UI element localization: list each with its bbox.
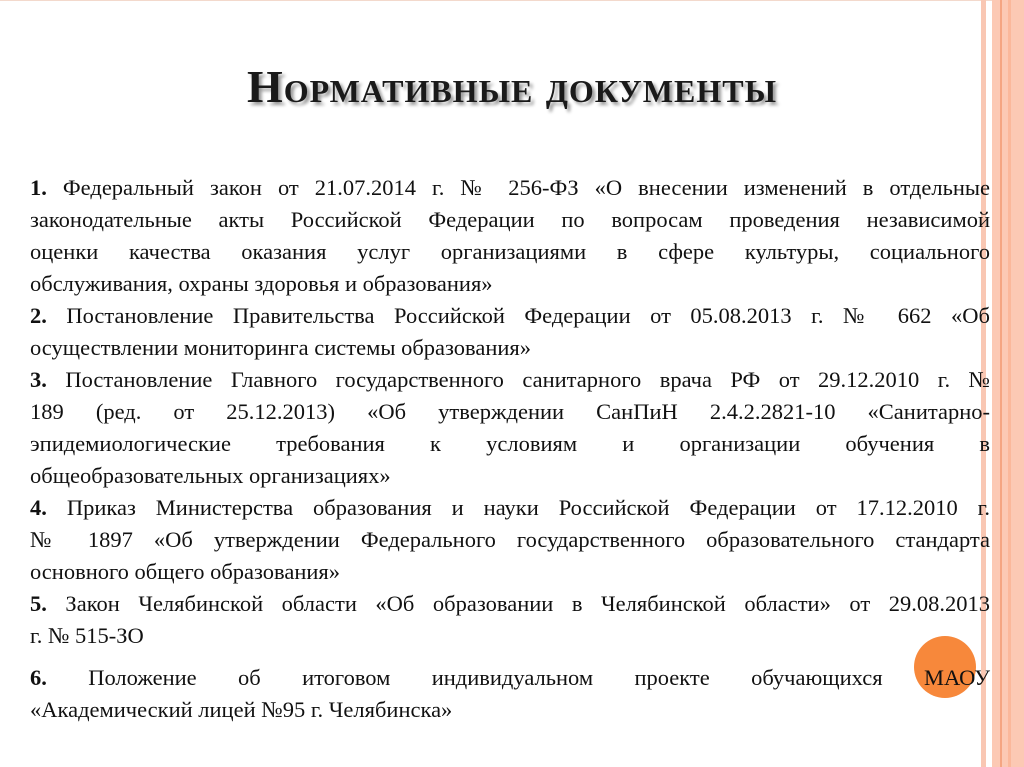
document-item-line: общеобразовательных организациях» <box>30 463 391 488</box>
document-item <box>30 662 990 726</box>
document-item <box>30 172 990 300</box>
document-item-line: 5. Закон Челябинской области «Об образовании в Челябинской области» от 29.08.2013 <box>30 591 990 616</box>
item-number: 1. <box>30 175 47 200</box>
item-number: 3. <box>30 367 47 392</box>
document-item-line: 189 (ред. от 25.12.2013) «Об утверждении СанПиН 2.4.2.2821-10 «Санитарно- <box>30 399 990 424</box>
document-item-line: основного общего образования» <box>30 559 341 584</box>
item-number: 6. <box>30 665 47 690</box>
document-item-line: 4. Приказ Министерства образования и науки Российской Федерации от 17.12.2010 г. <box>30 495 990 520</box>
document-item-line: законодательные акты Российской Федерации по вопросам проведения независимой <box>30 207 990 232</box>
document-item-line: 3. Постановление Главного государственного санитарного врача РФ от 29.12.2010 г. № <box>30 367 990 392</box>
document-item-line: № 1897 «Об утверждении Федерального государственного образовательного стандарта <box>30 527 990 552</box>
document-item-line: «Академический лицей №95 г. Челябинска» <box>30 697 453 722</box>
document-item <box>30 364 990 492</box>
document-item-line: г. № 515-ЗО <box>30 623 144 648</box>
slide-top-border <box>0 0 1024 1</box>
document-item-line: осуществлении мониторинга системы образования» <box>30 335 532 360</box>
document-item-line: эпидемиологические требования к условиям и организации обучения в <box>30 431 990 456</box>
item-number: 5. <box>30 591 47 616</box>
document-item-line: 1. Федеральный закон от 21.07.2014 г. № 256-ФЗ «О внесении изменений в отдельные <box>30 175 990 200</box>
document-item-line: обслуживания, охраны здоровья и образования» <box>30 271 493 296</box>
document-list <box>30 172 990 726</box>
slide-title: Нормативные документы <box>247 61 777 112</box>
document-item-line: 2. Постановление Правительства Российской Федерации от 05.08.2013 г. № 662 «Об <box>30 303 990 328</box>
item-number: 2. <box>30 303 47 328</box>
item-number: 4. <box>30 495 47 520</box>
document-item-line: оценки качества оказания услуг организациями в сфере культуры, социального <box>30 239 990 264</box>
document-item <box>30 300 990 364</box>
document-item-line: 6. Положение об итоговом индивидуальном проекте обучающихся МАОУ <box>30 665 990 690</box>
decorative-band <box>992 0 1024 767</box>
document-item <box>30 492 990 588</box>
document-item <box>30 588 990 652</box>
